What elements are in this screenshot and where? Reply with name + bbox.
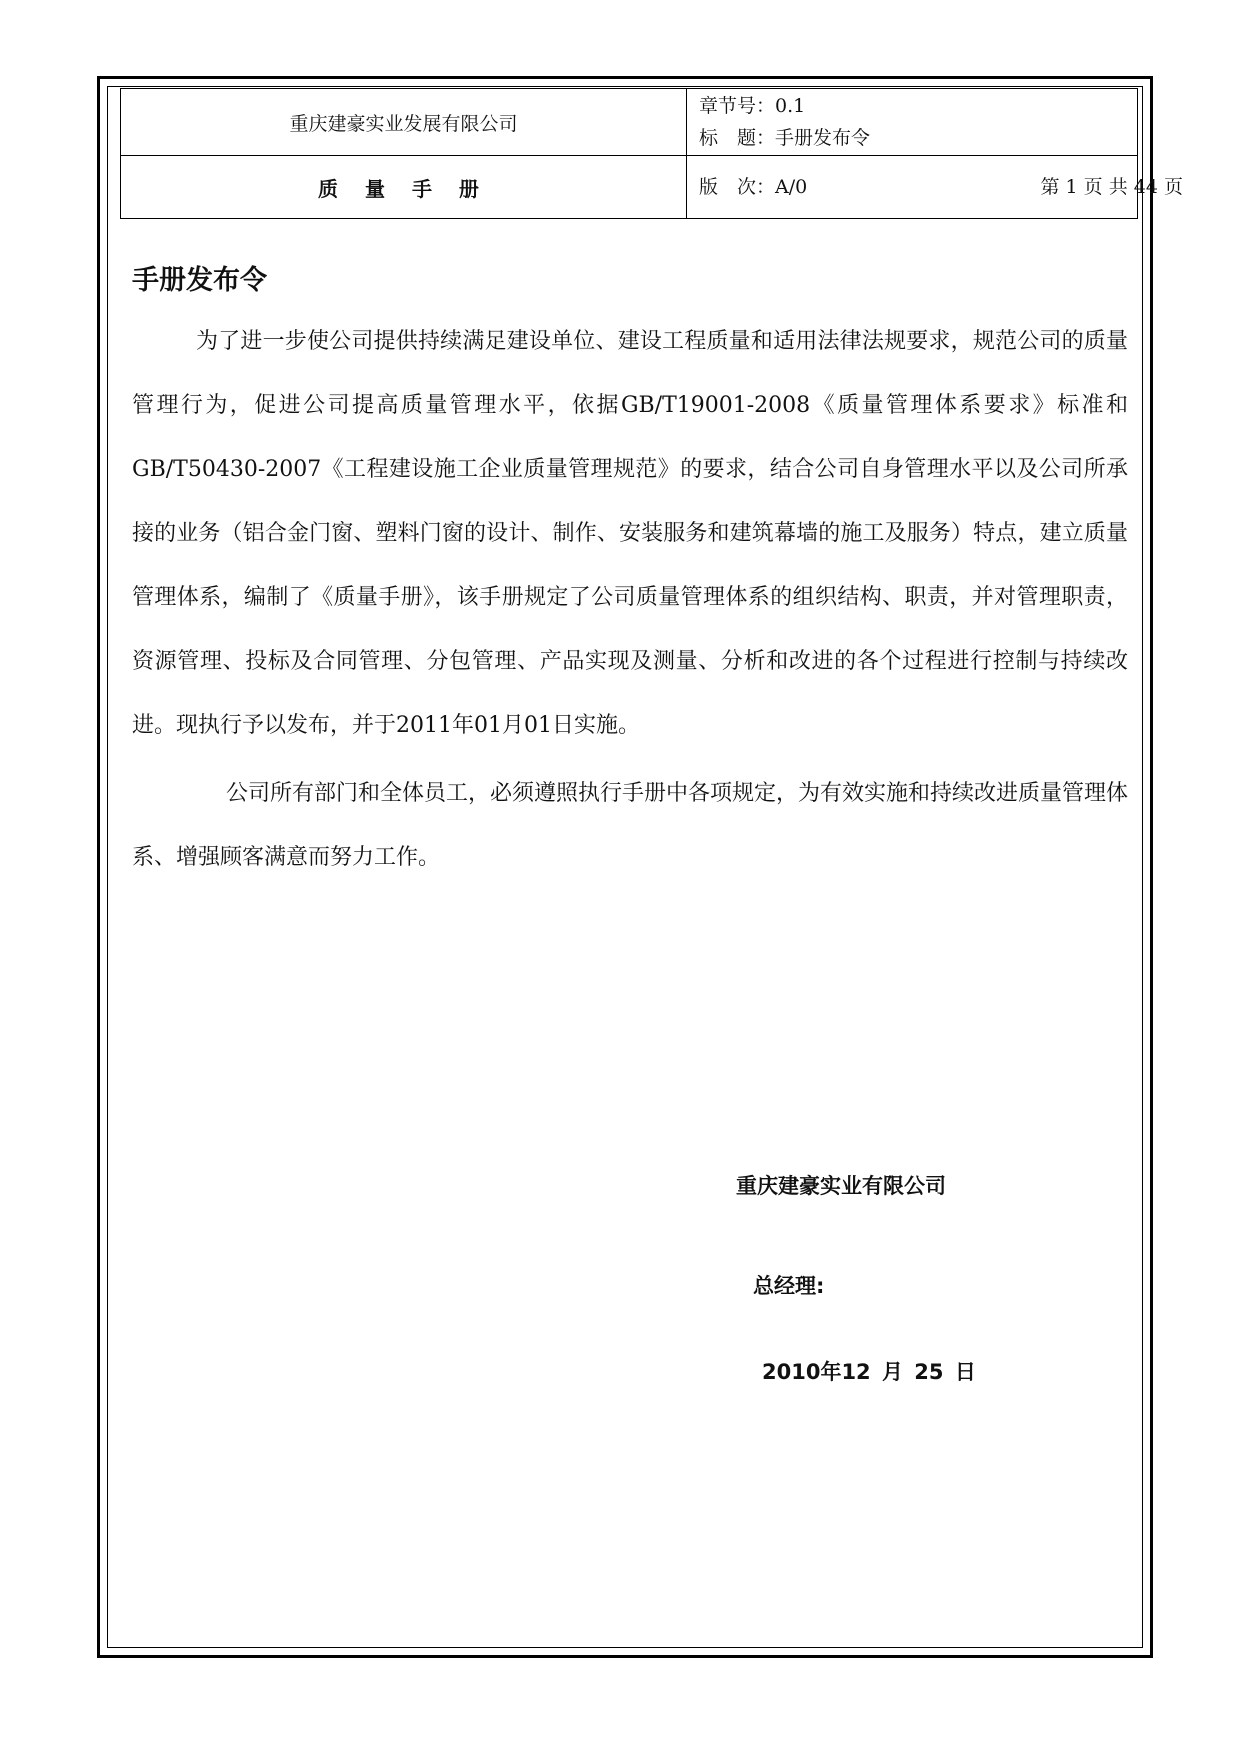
chapter-subject-cell	[687, 89, 1138, 156]
document-subject: 标 题：手册发布令	[699, 127, 871, 149]
signature-company: 重庆建豪实业有限公司	[736, 1174, 946, 1198]
signature-date: 2010年12 月 25 日	[762, 1360, 976, 1384]
page-number: 第 1 页 共 44 页	[1040, 176, 1183, 198]
version-label: 版 次：A/0	[699, 176, 808, 198]
body-paragraph-1: 为了进一步使公司提供持续满足建设单位、建设工程质量和适用法律法规要求，规范公司的质量管理行为，促进公司提高质量管理水平，依据GB/T19001-2008《质量管理体系要求》标准和GB/T50430-2007《工程建设施工企业质量管理规范》的要求，结合公司自身管理水平以及公司所承接的业务（铝合金门窗、塑料门窗的设计、制作、安装服务和建筑幕墙的施工及服务）特点，建立质量管理体系，编制了《质量手册》，该手册规定了公司质量管理体系的组织结构、职责，并对管理职责，资源管理、投标及合同管理、分包管理、产品实现及测量、分析和改进的各个过程进行控制与持续改进。现执行予以发布，并于2011年01月01日实施。	[132, 329, 1128, 738]
version-page-cell	[687, 156, 1183, 219]
version-line	[699, 171, 1183, 203]
body-paragraph-2: 公司所有部门和全体员工，必须遵照执行手册中各项规定，为有效实施和持续改进质量管理体系、增强顾客满意而努力工作。	[132, 781, 1129, 870]
company-name-cell: 重庆建豪实业发展有限公司	[121, 89, 687, 156]
signature-general-manager: 总经理:	[753, 1274, 825, 1298]
manual-title-cell: 质 量 手 册	[121, 156, 687, 219]
chapter-number: 章节号：0.1	[699, 95, 806, 117]
document-header-table	[120, 88, 1183, 219]
section-heading: 手册发布令	[132, 265, 267, 296]
